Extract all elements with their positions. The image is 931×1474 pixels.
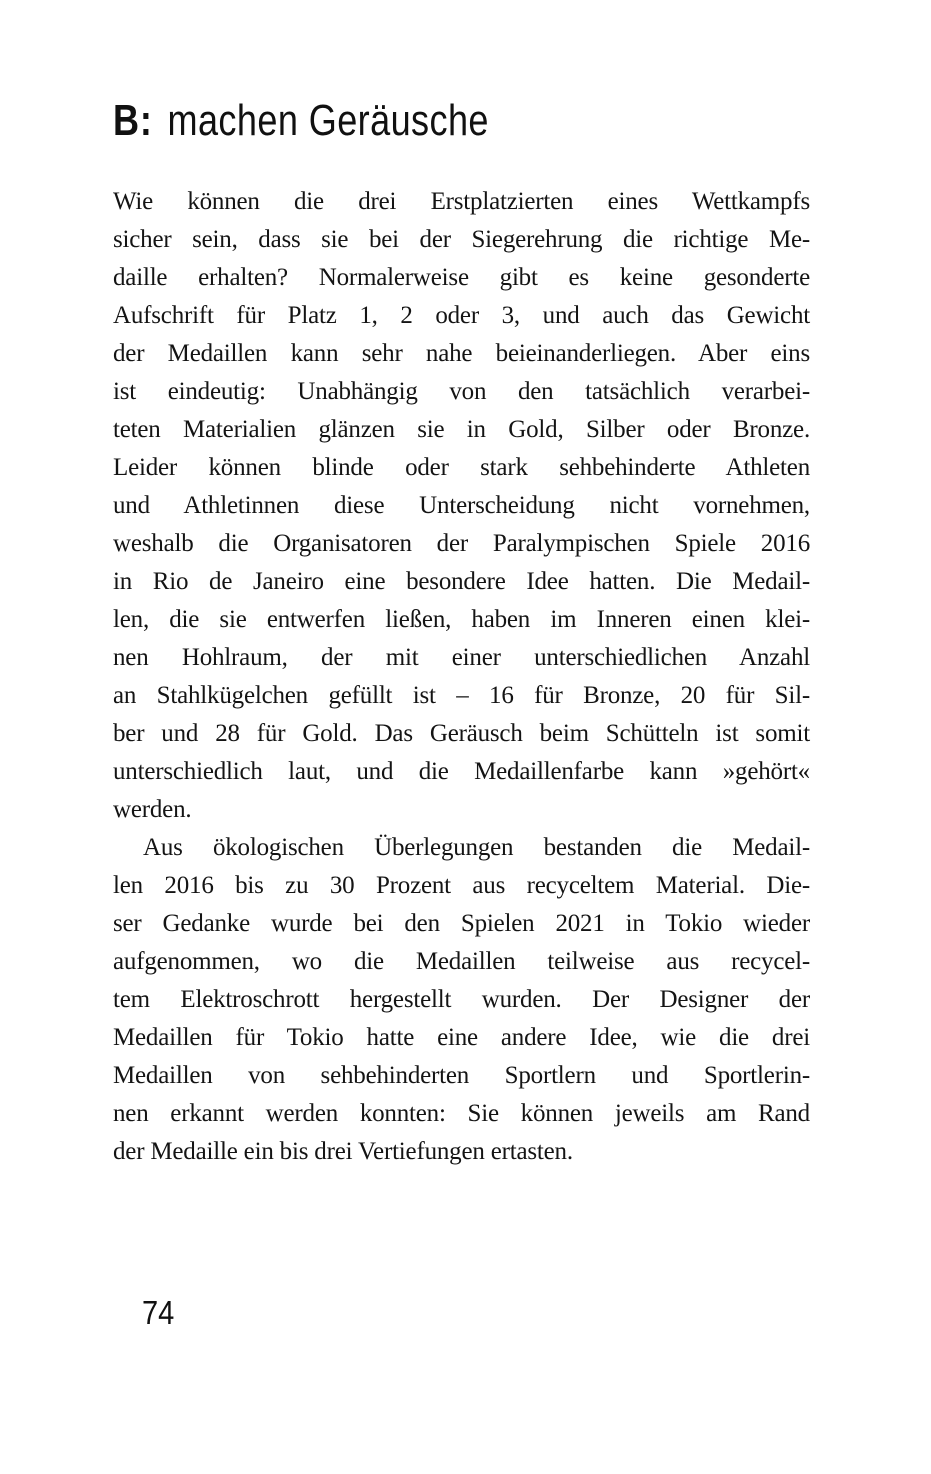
text-line: der Medaillen kann sehr nahe beieinanderliegen. Aber eins [113, 340, 810, 367]
text-line: teten Materialien glänzen sie in Gold, Silber oder Bronze. [113, 416, 810, 443]
text-line: daille erhalten? Normalerweise gibt es keine gesonderte [113, 264, 810, 291]
text-line: Medaillen für Tokio hatte eine andere Idee, wie die drei [113, 1024, 810, 1051]
text-line: an Stahlkügelchen gefüllt ist – 16 für Bronze, 20 für Sil- [113, 682, 810, 709]
text-line: sicher sein, dass sie bei der Siegerehrung die richtige Me- [113, 226, 810, 253]
text-line: nen erkannt werden konnten: Sie können jeweils am Rand [113, 1100, 810, 1127]
page-number: 74 [142, 1294, 175, 1331]
section-heading [113, 96, 489, 145]
text-line: in Rio de Janeiro eine besondere Idee hatten. Die Medail- [113, 568, 810, 595]
section-letter: B: [113, 96, 153, 145]
text-line: Leider können blinde oder stark sehbehinderte Athleten [113, 454, 810, 481]
text-line: werden. [113, 796, 192, 823]
text-line: len, die sie entwerfen ließen, haben im Inneren einen klei- [113, 606, 810, 633]
text-line: ber und 28 für Gold. Das Geräusch beim Schütteln ist somit [113, 720, 810, 747]
text-line: len 2016 bis zu 30 Prozent aus recyceltem Material. Die- [113, 872, 810, 899]
text-line: ser Gedanke wurde bei den Spielen 2021 in Tokio wieder [113, 910, 810, 937]
text-line: aufgenommen, wo die Medaillen teilweise aus recycel- [113, 948, 810, 975]
text-line: ist eindeutig: Unabhängig von den tatsächlich verarbei- [113, 378, 810, 405]
text-line: und Athletinnen diese Unterscheidung nicht vornehmen, [113, 492, 810, 519]
text-line: tem Elektroschrott hergestellt wurden. Der Designer der [113, 986, 810, 1013]
text-line: weshalb die Organisatoren der Paralympischen Spiele 2016 [113, 530, 810, 557]
text-line: unterschiedlich laut, und die Medaillenfarbe kann »gehört« [113, 758, 810, 785]
text-line: Aus ökologischen Überlegungen bestanden die Medail- [143, 834, 810, 861]
text-line: Medaillen von sehbehinderten Sportlern und Sportlerin- [113, 1062, 810, 1089]
text-line: der Medaille ein bis drei Vertiefungen ertasten. [113, 1138, 573, 1165]
body-text [113, 183, 810, 1171]
text-line: nen Hohlraum, der mit einer unterschiedlichen Anzahl [113, 644, 810, 671]
section-title: machen Geräusche [167, 96, 489, 145]
text-line: Aufschrift für Platz 1, 2 oder 3, und auch das Gewicht [113, 302, 810, 329]
text-line: Wie können die drei Erstplatzierten eines Wettkampfs [113, 188, 810, 215]
